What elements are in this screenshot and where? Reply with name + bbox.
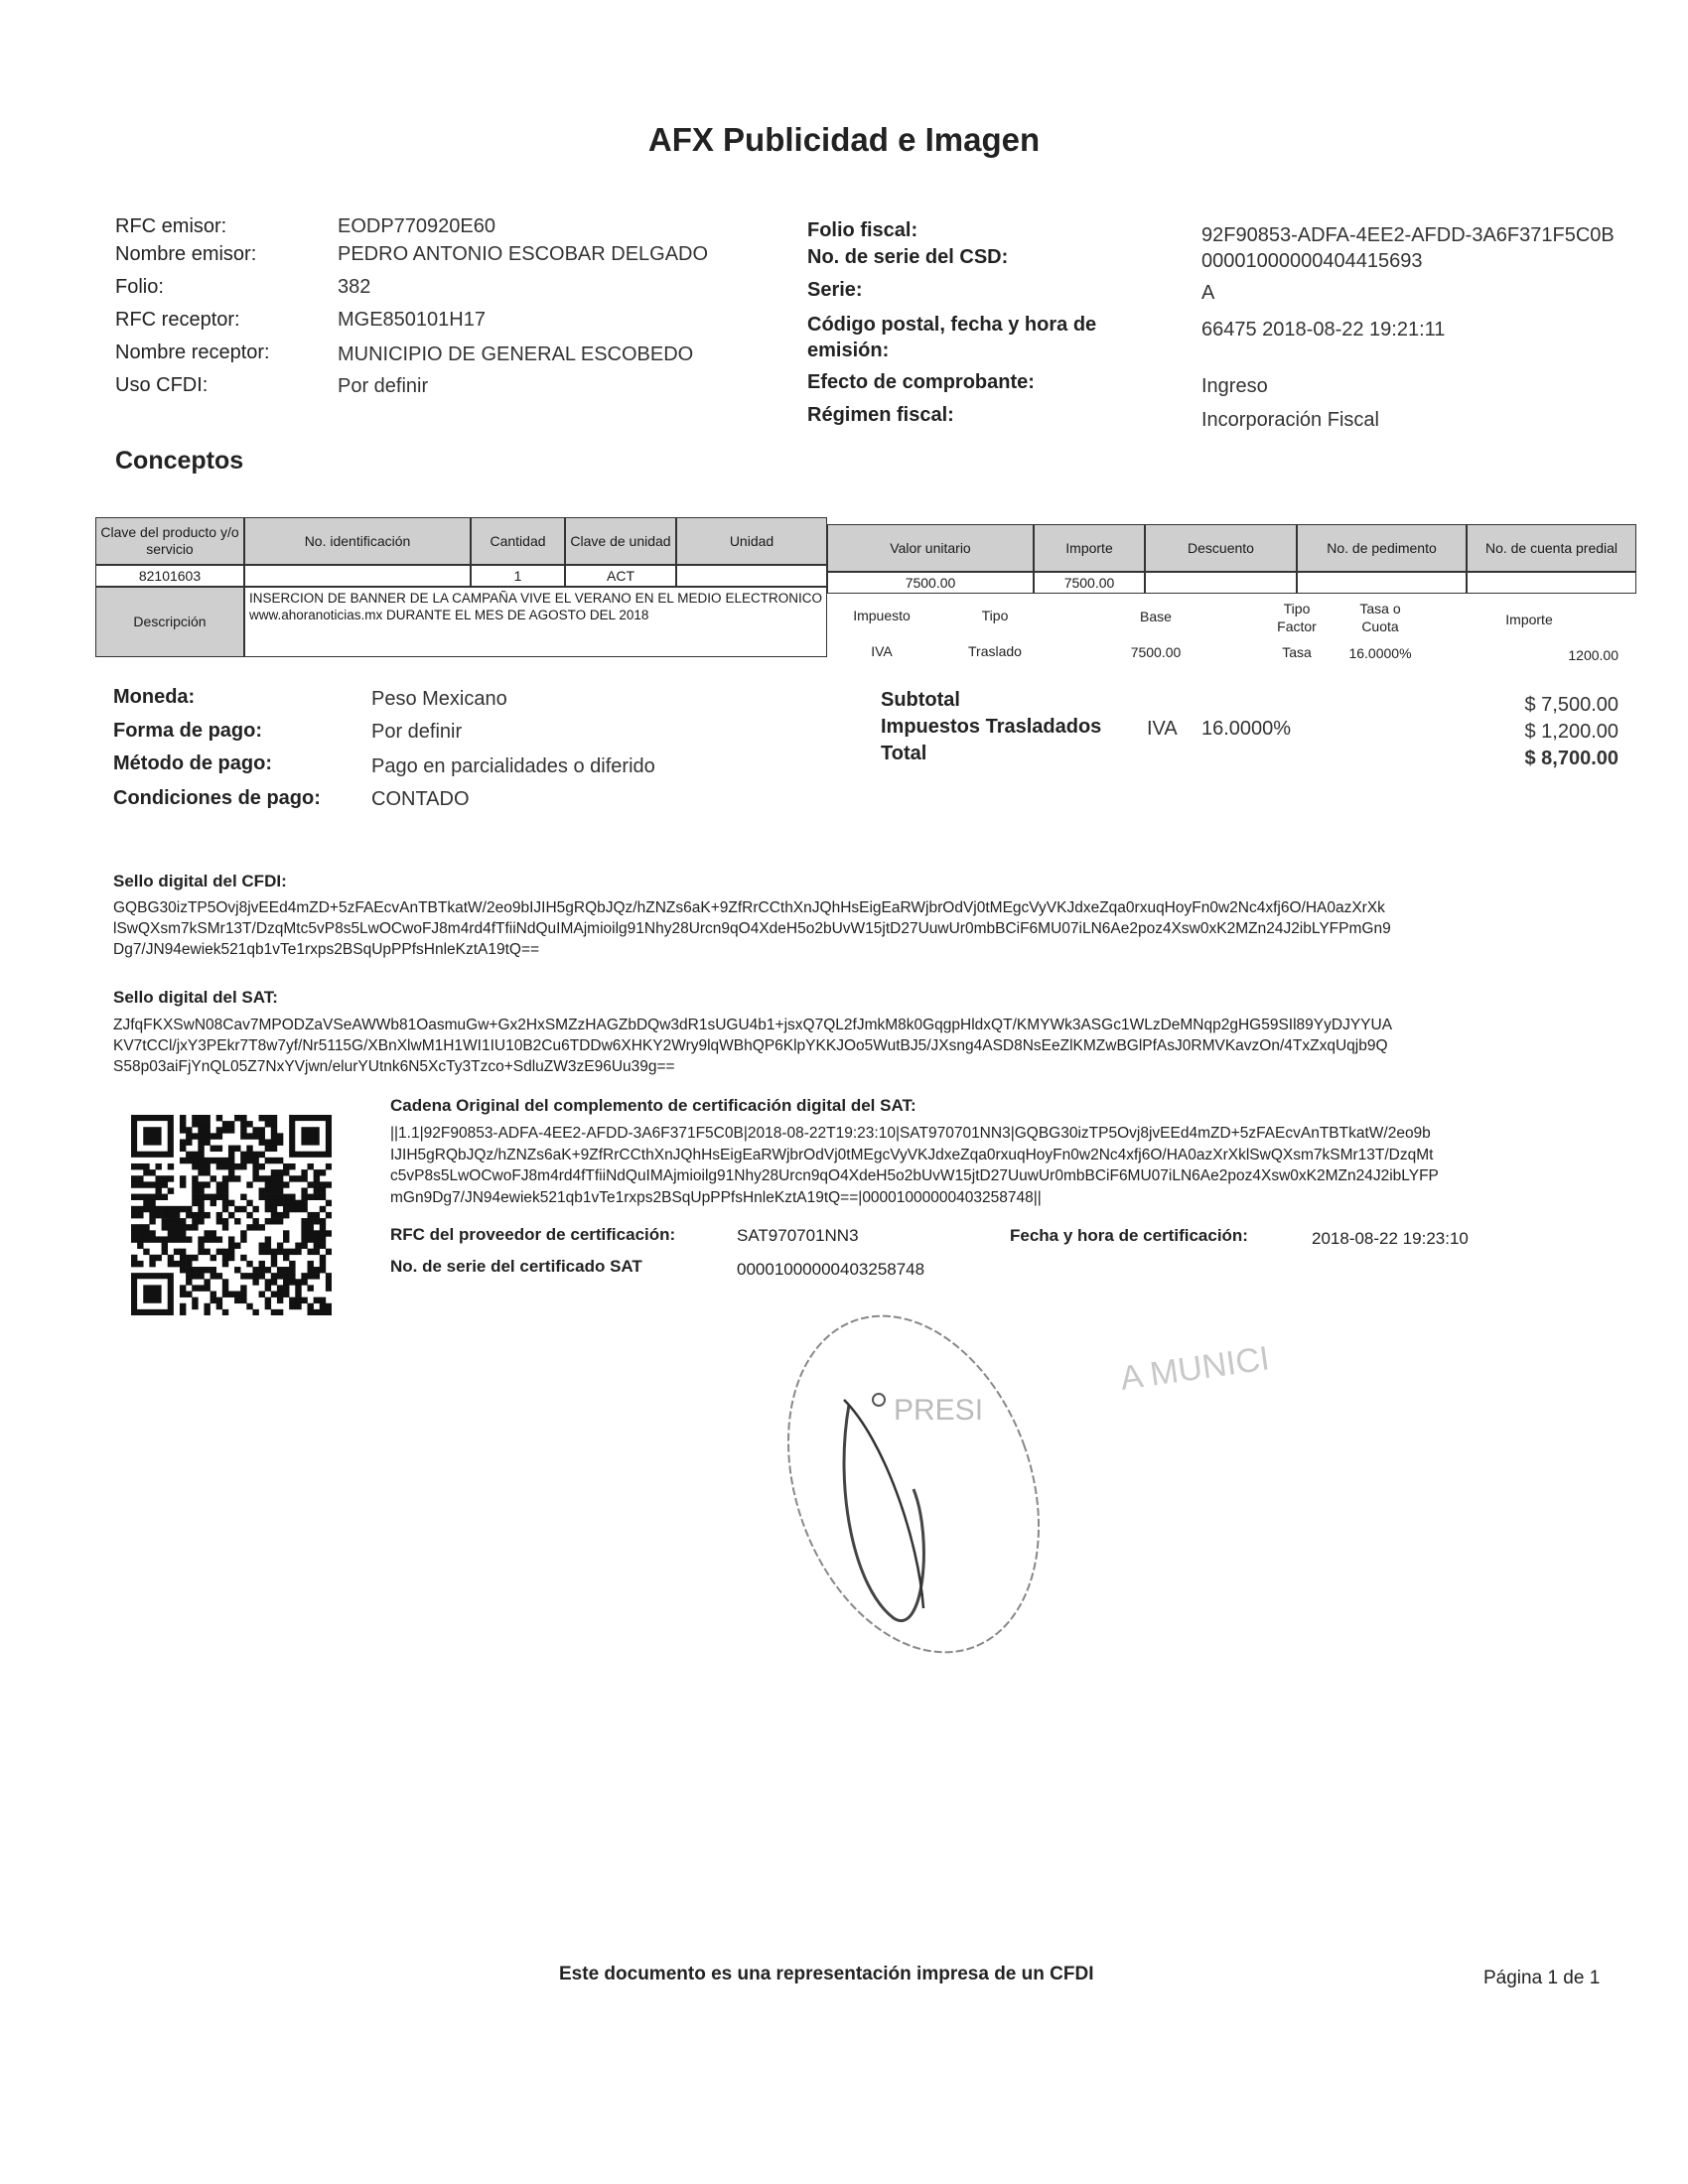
fecha-cert-value: 2018-08-22 19:23:10: [1312, 1229, 1469, 1248]
rfc-receptor-value: MGE850101H17: [338, 309, 486, 331]
serie-sat-label: No. de serie del certificado SAT: [390, 1257, 642, 1276]
moneda-label: Moneda:: [113, 686, 196, 708]
imp-h-base: Base: [1140, 609, 1172, 624]
imp-h-tipo: Tipo: [981, 608, 1009, 623]
document-title: AFX Publicidad e Imagen: [647, 121, 1041, 158]
fecha-cert-label: Fecha y hora de certificación:: [1010, 1226, 1248, 1245]
imp-tasa-cuota: 16.0000%: [1348, 645, 1412, 661]
imp-tipo: Traslado: [968, 643, 1022, 659]
sello-cfdi-line: GQBG30izTP5Ovj8jvEEd4mZD+5zFAEcvAnTBTkatW/2eo9bIJIH5gRQbJQz/hZNZs6aK+9ZfRrCCthXnJQhHsEigEaRWjbrOdVj0tMEgcVyVKJdxeZqa0rxuqHoyFn0w2Nc4xfj6O/HA0azXrXk: [113, 899, 1385, 916]
cadena-original-label: Cadena Original del complemento de certificación digital del SAT:: [390, 1096, 916, 1115]
condiciones-pago-label: Condiciones de pago:: [113, 787, 321, 809]
folio-label: Folio:: [115, 276, 164, 298]
imp-h-tipo-factor: Tipo Factor: [1277, 601, 1317, 634]
rfc-emisor-label: RFC emisor:: [115, 215, 227, 237]
td-no-pedimento: [1297, 572, 1467, 594]
sello-sat-line: KV7tCCl/jxY3PEkr7T8w7yf/Nr5115G/XBnXlwM1H1WI1IU10B2Cu6TDDw6XHKY2Wry9lqWBhQP6KlpYKKJOo5WutBJ5/JXsng4ASD8NsEeZlKMZwBGlPfAsJ0RMVKavzOn/4TxZxqUqjb9Q: [113, 1037, 1388, 1054]
sello-sat-line: ZJfqFKXSwN08Cav7MPODZaVSeAWWb81OasmuGw+Gx2HxSMZzHAGZbDQw3dR1sUGU4b1+jsxQ7QL2fJmkM8k0GqgpHldxQT/KMYWk3ASGc1WLzDeMNqp2gHG59SIl89YyDJYYUA: [113, 1017, 1393, 1033]
rfc-proveedor-value: SAT970701NN3: [737, 1226, 859, 1245]
descripcion-label: Descripción: [95, 587, 244, 657]
metodo-pago-label: Método de pago:: [113, 752, 272, 774]
sello-sat-label: Sello digital del SAT:: [113, 988, 278, 1007]
efecto-label: Efecto de comprobante:: [807, 371, 1035, 393]
td-valor-unitario: 7500.00: [827, 572, 1034, 594]
regimen-label: Régimen fiscal:: [807, 404, 954, 426]
imp-h-tasa-cuota: Tasa o Cuota: [1359, 601, 1401, 634]
serie-csd-label: No. de serie del CSD:: [807, 246, 1009, 268]
sello-cfdi-value: [113, 897, 1632, 960]
serie-sat-value: 00001000000403258748: [737, 1260, 925, 1279]
sello-sat-line: S58p03aiFjYnQL05Z7NxYVjwn/elurYUtnk6N5XcTy3Tzco+SdluZW3zE96Uu39g==: [113, 1058, 675, 1075]
imp-base: 7500.00: [1130, 644, 1182, 660]
sello-cfdi-line: Dg7/JN94ewiek521qb1vTe1rxps2BSqUpPPfsHnleKztA19tQ==: [113, 941, 540, 958]
descripcion-value: INSERCION DE BANNER DE LA CAMPAÑA VIVE EL VERANO EN EL MEDIO ELECTRONICO www.ahoranoticias.mx DURANTE EL MES DE AGOSTO DEL 2018: [244, 587, 827, 657]
folio-fiscal-value: 92F90853-ADFA-4EE2-AFDD-3A6F371F5C0B: [1201, 224, 1615, 246]
folio-value: 382: [338, 276, 371, 298]
imp-h-importe: Importe: [1505, 612, 1553, 627]
metodo-pago-value: Pago en parcialidades o diferido: [371, 755, 655, 777]
total-label: Total: [881, 743, 927, 764]
imp-importe: 1200.00: [1568, 647, 1618, 663]
total-value: $ 8,700.00: [1524, 748, 1618, 769]
th-importe: Importe: [1034, 524, 1145, 572]
cp-fecha-label-2: emisión:: [807, 340, 890, 361]
cp-fecha-value: 66475 2018-08-22 19:21:11: [1201, 319, 1446, 341]
rfc-receptor-label: RFC receptor:: [115, 309, 240, 331]
th-unidad: Unidad: [676, 517, 827, 565]
sello-sat-value: [113, 1015, 1632, 1077]
page-number: Página 1 de 1: [1483, 1968, 1601, 1988]
cadena-line: c5vP8s5LwOCwoFJ8m4rd4fTfiiNdQuIMAjmioilg91Nhy28Urcn9qO4XdeH5o2bUvW15jtD27UuwUr0mbBCiF6MU07iLN6Ae2poz4Xsw0xK2MZn24J2ibLYFP: [390, 1167, 1439, 1184]
subtotal-value: $ 7,500.00: [1524, 694, 1618, 716]
forma-pago-value: Por definir: [371, 721, 463, 743]
rfc-emisor-value: EODP770920E60: [338, 215, 496, 237]
th-no-pedimento: No. de pedimento: [1297, 524, 1467, 572]
th-no-identificacion: No. identificación: [244, 517, 471, 565]
td-no-cuenta-predial: [1467, 572, 1636, 594]
imp-impuesto: IVA: [871, 643, 893, 659]
rfc-proveedor-label: RFC del proveedor de certificación:: [390, 1225, 676, 1244]
cadena-line: ||1.1|92F90853-ADFA-4EE2-AFDD-3A6F371F5C0B|2018-08-22T19:23:10|SAT970701NN3|GQBG30izTP5Ovj8jvEEd4mZD+5zFAEcvAnTBTkatW/2eo9b: [390, 1125, 1431, 1142]
stamp-text-2: A MUNICI: [1117, 1339, 1272, 1398]
impuestos-tipo: IVA: [1147, 718, 1178, 740]
serie-value: A: [1201, 282, 1215, 304]
moneda-value: Peso Mexicano: [371, 688, 507, 710]
cadena-line: mGn9Dg7/JN94ewiek521qb1vTe1rxps2BSqUpPPfsHnleKztA19tQ==|00001000000403258748||: [390, 1188, 1042, 1206]
nombre-receptor-value: MUNICIPIO DE GENERAL ESCOBEDO: [338, 343, 694, 365]
td-cantidad: 1: [471, 565, 565, 587]
sello-cfdi-line: lSwQXsm7kSMr13T/DzqMtc5vP8s5LwOCwoFJ8m4rd4fTfiiNdQuIMAjmioilg91Nhy28Urcn9qO4XdeH5o2bUvW15jtD27UuwUr0mbBCiF6MU07iLN6Ae2poz4Xsw0xK2MZn24J2ibLYFPmGn9: [113, 920, 1391, 937]
cadena-original-value: [390, 1123, 1641, 1208]
efecto-value: Ingreso: [1201, 375, 1268, 397]
imp-h-impuesto: Impuesto: [853, 608, 911, 623]
th-clave-producto: Clave del producto y/o servicio: [95, 517, 244, 565]
uso-cfdi-value: Por definir: [338, 375, 429, 397]
td-clave-producto: 82101603: [95, 565, 244, 587]
subtotal-label: Subtotal: [881, 689, 960, 711]
uso-cfdi-label: Uso CFDI:: [115, 374, 209, 396]
cadena-line: IJIH5gRQbJQz/hZNZs6aK+9ZfRrCCthXnJQhHsEigEaRWjbrOdVj0tMEgcVyVKJdxeZqa0rxuqHoyFn0w2Nc4xfj6O/HA0azXrXklSwQXsm7kSMr13T/DzqMt: [390, 1146, 1434, 1163]
imp-tipo-factor: Tasa: [1282, 644, 1312, 660]
seal-stamp: [774, 1291, 1390, 1688]
folio-fiscal-label: Folio fiscal:: [807, 219, 918, 241]
td-descuento: [1145, 572, 1297, 594]
nombre-emisor-label: Nombre emisor:: [115, 243, 257, 265]
serie-csd-value: 00001000000404415693: [1201, 250, 1423, 272]
impuestos-value: $ 1,200.00: [1524, 721, 1618, 743]
cp-fecha-label-1: Código postal, fecha y hora de: [807, 314, 1097, 336]
impuestos-trasladados-label: Impuestos Trasladados: [881, 716, 1102, 738]
qr-code-icon: [131, 1115, 332, 1315]
sello-cfdi-label: Sello digital del CFDI:: [113, 872, 287, 890]
td-clave-unidad: ACT: [565, 565, 676, 587]
td-no-identificacion: [244, 565, 471, 587]
forma-pago-label: Forma de pago:: [113, 720, 263, 742]
th-no-cuenta-predial: No. de cuenta predial: [1467, 524, 1636, 572]
nombre-receptor-label: Nombre receptor:: [115, 341, 270, 363]
regimen-value: Incorporación Fiscal: [1201, 409, 1379, 431]
td-unidad: [676, 565, 827, 587]
stamp-text-1: PRESI: [894, 1394, 984, 1427]
th-cantidad: Cantidad: [471, 517, 565, 565]
nombre-emisor-value: PEDRO ANTONIO ESCOBAR DELGADO: [338, 243, 709, 265]
footer-note: Este documento es una representación impresa de un CFDI: [559, 1964, 1094, 1984]
impuestos-tasa: 16.0000%: [1201, 718, 1292, 740]
conceptos-heading: Conceptos: [115, 447, 244, 475]
td-importe: 7500.00: [1034, 572, 1145, 594]
th-clave-unidad: Clave de unidad: [565, 517, 676, 565]
th-descuento: Descuento: [1145, 524, 1297, 572]
serie-label: Serie:: [807, 279, 863, 301]
th-valor-unitario: Valor unitario: [827, 524, 1034, 572]
condiciones-pago-value: CONTADO: [371, 788, 470, 810]
